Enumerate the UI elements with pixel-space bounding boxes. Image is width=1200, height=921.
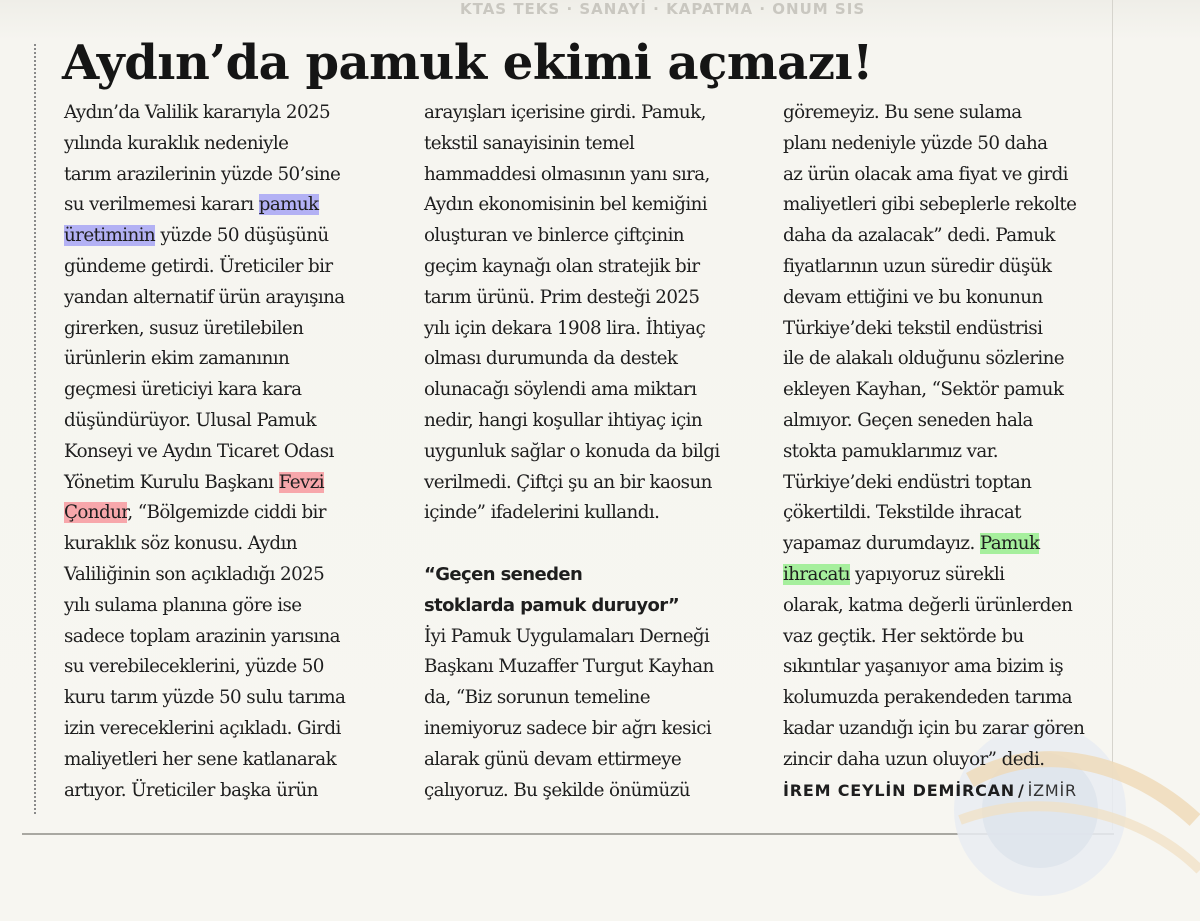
byline-separator: / [1017, 780, 1025, 800]
text-line: yılı sulama planına göre ise [64, 594, 302, 616]
text-line: nedir, hangi koşullar ihtiyaç için [424, 409, 703, 431]
text-line: stokta pamuklarımız var. [783, 440, 998, 462]
text-line: alarak günü devam ettirmeye [424, 748, 682, 770]
text-line: olunacağı söylendi ama miktarı [424, 379, 697, 401]
text-line: tarım arazilerinin yüzde 50’sine [64, 163, 341, 185]
text-line: çalıyoruz. Bu şekilde önümüzü [424, 779, 690, 801]
text-line: yılında kuraklık nedeniyle [64, 132, 289, 154]
highlighted-phrase-cotton-production: pamuk [258, 194, 319, 216]
text-line: fiyatlarının uzun süredir düşük [783, 255, 1052, 277]
text-line [783, 560, 1113, 591]
article-column-1 [64, 98, 404, 806]
highlighted-phrase-cotton-export: Pamuk [979, 533, 1040, 555]
text-line [64, 468, 404, 499]
text-line: az ürün olacak ama fiyat ve girdi [783, 163, 1068, 185]
text-line: da, “Biz sorunun temeline [424, 687, 650, 709]
text-line: zincir daha uzun oluyor” dedi. [783, 748, 1045, 770]
text-line: Konseyi ve Aydın Ticaret Odası [64, 440, 334, 462]
text-line: yandan alternatif ürün arayışına [64, 286, 345, 308]
text-line: olması durumunda da destek [424, 348, 678, 370]
highlighted-name-fevzi-condur: Fevzi [278, 471, 325, 493]
text-line: daha da azalacak” dedi. Pamuk [783, 225, 1055, 247]
text-line: içinde” ifadelerini kullandı. [424, 502, 660, 524]
text-line: inemiyoruz sadece bir ağrı kesici [424, 717, 712, 739]
author-name: İREM CEYLİN DEMİRCAN [783, 780, 1015, 800]
dotted-column-rule [34, 44, 36, 814]
text-line: göremeyiz. Bu sene sulama [783, 102, 1022, 123]
text-fragment: Yönetim Kurulu Başkanı [64, 471, 279, 493]
text-line: tekstil sanayisinin temel [424, 132, 635, 154]
text-fragment: su verilmemesi kararı [64, 194, 259, 216]
text-line: kadar uzandığı için bu zarar gören [783, 717, 1085, 739]
text-line: düşündürüyor. Ulusal Pamuk [64, 409, 317, 431]
text-line: gündeme getirdi. Üreticiler bir [64, 255, 333, 277]
paragraph-gap [424, 529, 759, 560]
highlighted-phrase-cotton-production: üretiminin [64, 225, 156, 247]
text-line: girerken, susuz üretilebilen [64, 317, 304, 339]
text-line: devam ettiğini ve bu konunun [783, 286, 1043, 308]
text-fragment: yapamaz durumdayız. [783, 533, 980, 555]
text-line: çökertildi. Tekstilde ihracat [783, 502, 1021, 524]
text-fragment: yüzde 50 düşüşünü [155, 225, 329, 247]
text-fragment: yapıyoruz sürekli [849, 563, 1005, 585]
text-line: Başkanı Muzaffer Turgut Kayhan [424, 656, 714, 678]
text-line: İyi Pamuk Uygulamaları Derneği [424, 625, 710, 647]
text-line [783, 529, 1113, 560]
text-line: kuru tarım yüzde 50 sulu tarıma [64, 687, 346, 709]
text-line: verilmedi. Çiftçi şu an bir kaosun [424, 471, 712, 493]
author-byline [783, 776, 1113, 807]
text-line: yılı için dekara 1908 lira. İhtiyaç [424, 317, 706, 339]
text-line: artıyor. Üreticiler başka ürün [64, 779, 318, 801]
highlighted-name-fevzi-condur: Çondur [64, 502, 128, 524]
text-line: maliyetleri her sene katlanarak [64, 748, 337, 770]
highlighted-phrase-cotton-export: ihracatı [783, 563, 850, 585]
text-line: ekleyen Kayhan, “Sektör pamuk [783, 379, 1064, 401]
text-line: sıkıntılar yaşanıyor ama bizim iş [783, 656, 1063, 678]
text-line: ile de alakalı olduğunu sözlerine [783, 348, 1065, 370]
text-line: geçmesi üreticiyi kara kara [64, 379, 302, 401]
text-line: maliyetleri gibi sebeplerle rekolte [783, 194, 1077, 216]
text-line: tarım ürünü. Prim desteği 2025 [424, 286, 700, 308]
text-line: olarak, katma değerli ürünlerden [783, 594, 1073, 616]
article-column-3 [783, 98, 1113, 806]
text-line: kolumuzda perakendeden tarıma [783, 687, 1072, 709]
text-line: hammaddesi olmasının yanı sıra, [424, 163, 710, 185]
text-line: ürünlerin ekim zamanının [64, 348, 290, 370]
text-line: vaz geçtik. Her sektörde bu [783, 625, 1024, 647]
text-line: oluşturan ve binlerce çiftçinin [424, 225, 684, 247]
text-line: Aydın’da Valilik kararıyla 2025 [64, 102, 331, 123]
article-subheading: “Geçen seneden [424, 563, 583, 585]
text-line: sadece toplam arazinin yarısına [64, 625, 340, 647]
text-line: uygunluk sağlar o konuda da bilgi [424, 440, 720, 462]
text-line: almıyor. Geçen seneden hala [783, 409, 1033, 431]
text-fragment: , “Bölgemizde ciddi bir [127, 502, 326, 524]
text-line: geçim kaynağı olan stratejik bir [424, 255, 700, 277]
text-line [64, 190, 404, 221]
text-line [64, 498, 404, 529]
text-line: su verebileceklerini, yüzde 50 [64, 656, 324, 678]
text-line: Aydın ekonomisinin bel kemiğini [424, 194, 708, 216]
text-line: Türkiye’deki endüstri toptan [783, 471, 1032, 493]
byline-city: İZMİR [1027, 780, 1077, 800]
bleed-through-text: KTAS TEKS · SANAYİ · KAPATMA · ONUM SIS [460, 0, 866, 18]
article-column-2 [424, 98, 759, 806]
text-line: izin vereceklerini açıkladı. Girdi [64, 717, 341, 739]
text-line: arayışları içerisine girdi. Pamuk, [424, 102, 706, 123]
text-line: kuraklık söz konusu. Aydın [64, 533, 297, 555]
text-line: planı nedeniyle yüzde 50 daha [783, 132, 1048, 154]
text-line: Valiliğinin son açıkladığı 2025 [64, 563, 325, 585]
article-headline: Aydın’da pamuk ekimi açmazı! [62, 35, 873, 91]
article-subheading: stoklarda pamuk duruyor” [424, 594, 680, 616]
text-line: Türkiye’deki tekstil endüstrisi [783, 317, 1043, 339]
text-line [64, 221, 404, 252]
